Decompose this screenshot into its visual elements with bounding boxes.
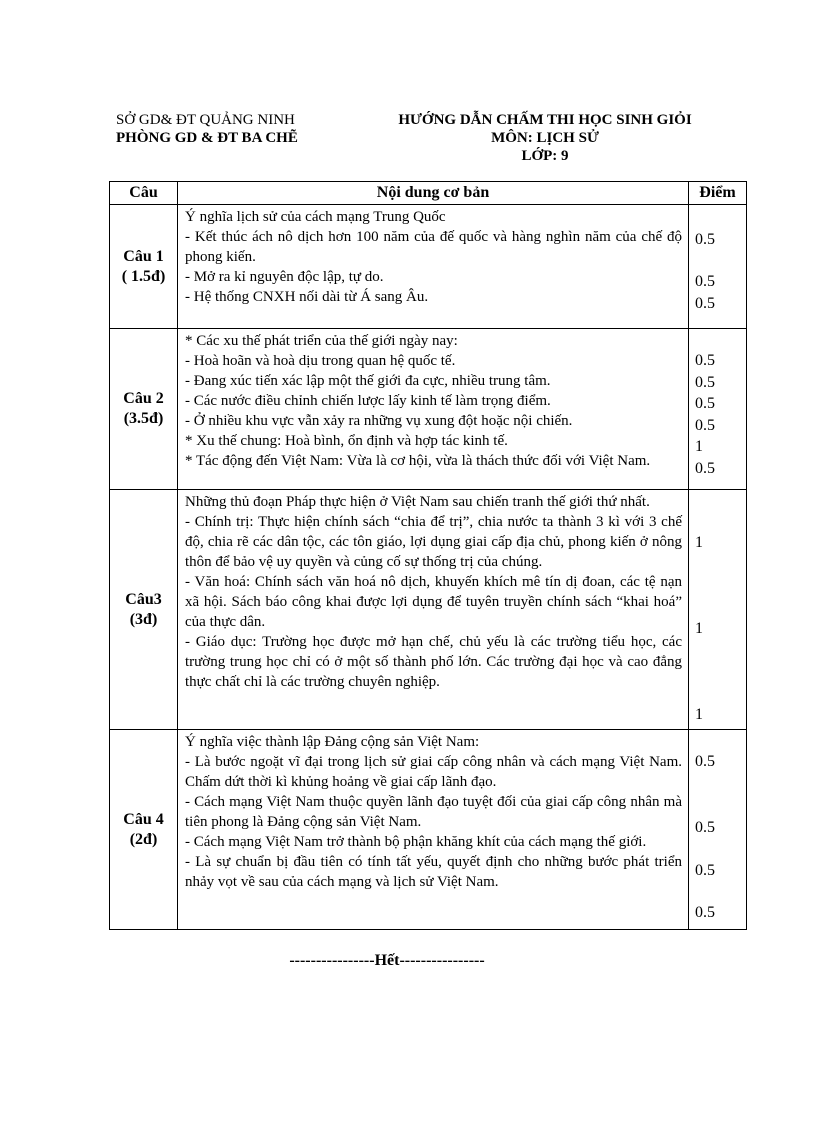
score-value: 1 [695, 620, 703, 637]
content-line: - Hoà hoãn và hoà dịu trong quan hệ quốc tế. [185, 353, 456, 369]
score-value: 0.5 [695, 395, 715, 412]
office-name: PHÒNG GD & ĐT BA CHẼ [116, 130, 298, 146]
content-line: - Chính trị: Thực hiện chính sách “chia để trị”, chia nước ta thành 3 kì với 3 chế độ, chia rẽ các dân tộc, các tôn giáo, lợi dụng giai cấp địa chủ, phong kiến ở nông thôn để bảo vệ uy quyền và củng cố sự thống trị của chúng. [185, 514, 682, 570]
question-points: ( 1.5đ) [121, 267, 166, 285]
end-marker: ----------------Hết---------------- [289, 952, 485, 969]
content-line: - Các nước điều chỉnh chiến lược lấy kinh tế làm trọng điểm. [185, 393, 551, 409]
content-line: - Là bước ngoặt vĩ đại trong lịch sử giai cấp công nhân và cách mạng Việt Nam. Chấm dứt thời kì khủng hoảng về giai cấp lãnh đạo. [185, 754, 682, 790]
score-value: 1 [695, 706, 703, 723]
score-value: 0.5 [695, 352, 715, 369]
header-right [370, 111, 720, 165]
score-value: 1 [695, 534, 703, 551]
score-value: 0.5 [695, 374, 715, 391]
question-label [110, 329, 178, 490]
content-line: - Ở nhiều khu vực vẫn xảy ra những vụ xung đột hoặc nội chiến. [185, 413, 573, 429]
content-line: - Hệ thống CNXH nối dài từ Á sang Âu. [185, 289, 429, 305]
content-line: Ý nghĩa việc thành lập Đảng cộng sản Việt Nam: [185, 734, 480, 750]
score-value: 0.5 [695, 819, 715, 836]
content-line: - Giáo dục: Trường học được mở hạn chế, chủ yếu là các trường tiểu học, các trường trung học chỉ có ở một số thành phố lớn. Các trường đại học và cao đẳng thực chất chỉ là các trường chuyên nghiệp. [185, 634, 682, 690]
answer-content [178, 329, 689, 490]
content-line: Những thủ đoạn Pháp thực hiện ở Việt Nam sau chiến tranh thế giới thứ nhất. [185, 494, 650, 510]
question-points: (2đ) [129, 830, 158, 848]
score-value: 0.5 [695, 460, 715, 477]
content-line: Ý nghĩa lịch sử của cách mạng Trung Quốc [185, 209, 446, 225]
content-line: - Đang xúc tiến xác lập một thế giới đa cực, nhiều trung tâm. [185, 373, 551, 389]
department-name: SỞ GD& ĐT QUẢNG NINH [116, 112, 295, 128]
grade-label: LỚP: 9 [521, 148, 569, 164]
content-line: * Xu thế chung: Hoà bình, ổn định và hợp tác kinh tế. [185, 433, 508, 449]
column-header-score: Điểm [689, 182, 747, 205]
score-cell [689, 490, 747, 730]
score-value: 0.5 [695, 295, 715, 312]
answer-content [178, 490, 689, 730]
score-cell [689, 329, 747, 490]
question-label [110, 490, 178, 730]
score-cell [689, 730, 747, 930]
document-title: HƯỚNG DẪN CHẤM THI HỌC SINH GIỎI [398, 112, 692, 128]
question-points: (3đ) [129, 610, 158, 628]
content-line: - Cách mạng Việt Nam thuộc quyền lãnh đạo tuyệt đối của giai cấp công nhân mà tiên phong là Đảng cộng sản Việt Nam. [185, 794, 682, 830]
score-value: 0.5 [695, 904, 715, 921]
score-value: 0.5 [695, 273, 715, 290]
grading-table [109, 181, 747, 930]
content-line: - Kết thúc ách nô dịch hơn 100 năm của đế quốc và hàng nghìn năm của chế độ phong kiến. [185, 229, 682, 265]
column-header-content: Nội dung cơ bản [178, 182, 689, 205]
score-value: 0.5 [695, 417, 715, 434]
score-value: 0.5 [695, 753, 715, 770]
question-number: Câu 1 [123, 247, 164, 265]
question-label [110, 730, 178, 930]
content-line: - Là sự chuẩn bị đầu tiên có tính tất yếu, quyết định cho những bước phát triển nhảy vọt về sau của cách mạng và lịch sử Việt Nam. [185, 854, 682, 890]
table-row [110, 205, 747, 329]
question-label [110, 205, 178, 329]
score-value: 1 [695, 438, 703, 455]
answer-content [178, 205, 689, 329]
answer-content [178, 730, 689, 930]
content-line: - Mở ra kỉ nguyên độc lập, tự do. [185, 269, 384, 285]
score-value: 0.5 [695, 231, 715, 248]
content-line: * Các xu thế phát triển của thế giới ngày nay: [185, 333, 458, 349]
content-line: * Tác động đến Việt Nam: Vừa là cơ hội, vừa là thách thức đối với Việt Nam. [185, 453, 651, 469]
question-points: (3.5đ) [123, 410, 164, 427]
table-header-row [110, 182, 747, 205]
question-number: Câu 4 [123, 810, 164, 828]
content-line: - Cách mạng Việt Nam trở thành bộ phận khăng khít của cách mạng thế giới. [185, 834, 647, 850]
score-value: 0.5 [695, 862, 715, 879]
question-number: Câu3 [125, 590, 162, 608]
question-number: Câu 2 [123, 390, 164, 407]
score-cell [689, 205, 747, 329]
table-row [110, 329, 747, 490]
header-left [116, 111, 298, 147]
content-line: - Văn hoá: Chính sách văn hoá nô dịch, khuyến khích mê tín dị đoan, các tệ nạn xã hội. Sách báo công khai được lợi dụng để tuyên truyền chính sách “khai hoá” của thực dân. [185, 574, 682, 630]
table-row [110, 730, 747, 930]
subject-label: MÔN: LỊCH SỬ [491, 130, 599, 146]
column-header-question: Câu [110, 182, 178, 205]
table-row [110, 490, 747, 730]
